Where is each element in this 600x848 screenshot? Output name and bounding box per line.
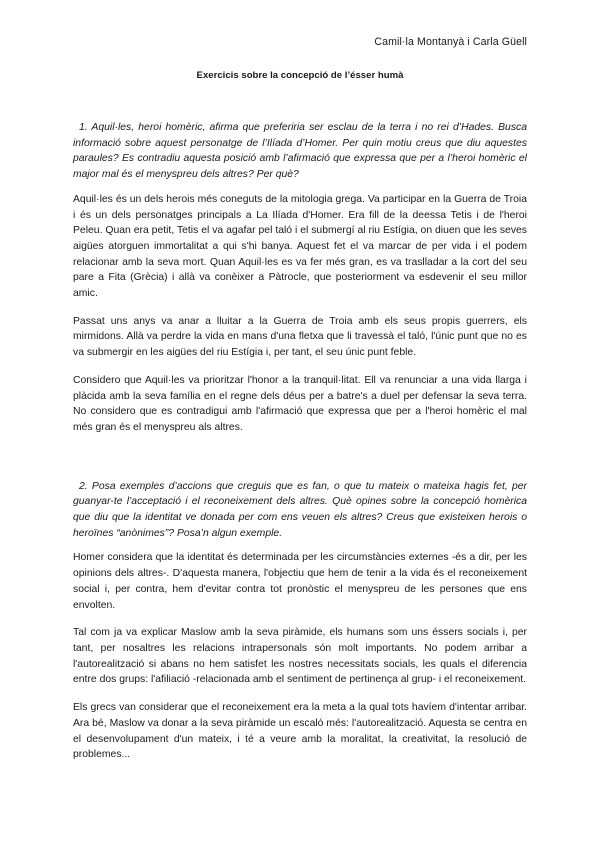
question-1: 1. Aquil·les, heroi homèric, afirma que preferiria ser esclau de la terra i no rei d’Hades. Busca informació sobre aquest personatge de l’Ilíada d’Homer. Per quin motiu creus que diu aquestes paraules? Es contradiu aquesta posició amb l’afirmació que expressa que per a l’heroi homèric el major mal és el menyspreu dels altres? Per què?: [73, 122, 527, 181]
author-names: Camil·la Montanyà i Carla Güell: [374, 36, 527, 48]
answer-2-paragraph-2: Tal com ja va explicar Maslow amb la seva piràmide, els humans som uns éssers socials i, per tant, per nosaltres les relacions intrapersonals són molt importants. No podem arribar a l'autorealització si abans no hem satisfet les nostres necessitats socials, les quals el diferencia entre dos grups: l'afiliació -relacionada amb el sentiment de pertinença al grup- i el reconeixement.: [73, 627, 527, 686]
question-2: 2. Posa exemples d’accions que creguis que es fan, o que tu mateix o mateixa hagis fet, per guanyar-te l’acceptació i el reconeixement dels altres. Què opines sobre la concepció homèrica que diu que la identitat ve donada per com ens veuen els altres? Creus que existeixen herois o heroïnes “anònimes”? Posa’n algun exemple.: [73, 480, 527, 539]
answer-2-paragraph-1: Homer considera que la identitat és determinada per les circumstàncies externes -és a dir, per les opinions dels altres-. D'aquesta manera, l'objectiu que hem de tenir a la vida és el reconeixement social i, per contra, hem d'evitar contra tot pronòstic el menyspreu de les persones que ens envolten.: [73, 552, 527, 611]
answer-1-paragraph-3: Considero que Aquil·les va prioritzar l'honor a la tranquil·litat. Ell va renunciar a una vida llarga i plàcida amb la seva família en el regne dels déus per a batre's a duel per defensar la seva terra. No considero que es contradigui amb l'afirmació que expressa que per a l'heroi homèric el mal més gran és el menyspreu als altres.: [73, 374, 527, 433]
document-body: [73, 120, 527, 763]
answer-1-paragraph-1: Aquil·les és un dels herois més coneguts de la mitologia grega. Va participar en la Guerra de Troia i és un dels personatges principals a La Ilíada d'Homer. Era fill de la deessa Tetis i de l'heroi Peleu. Quan era petit, Tetis el va agafar pel taló i el submergí al riu Estígia, on diuen que les seves aigües atorguen immortalitat a qui s'hi banya. Aquest fet el va marcar de per vida i el podem relacionar amb la seva mort. Quan Aquil·les es va fer més gran, es va traslladar a la cort del seu pare a Fita (Grècia) i allà va conèixer a Pàtrocle, que posteriorment va esdevenir el seu millor amic.: [73, 193, 527, 300]
answer-2-paragraph-3: Els grecs van considerar que el reconeixement era la meta a la qual tots havíem d'intentar arribar. Ara bé, Maslow va donar a la seva piràmide un escaló més: l'autorealització. Aquesta se centra en el desenvolupament d'un mateix, i té a veure amb la moralitat, la creativitat, la resolució de problemes...: [73, 702, 527, 761]
answer-1-paragraph-2: Passat uns anys va anar a lluitar a la Guerra de Troia amb els seus propis guerrers, els mirmidons. Allà va perdre la vida en mans d'una fletxa que li travessà el taló, l'únic punt que no es va submergir en les aigües del riu Estígia i, per tant, el seu únic punt feble.: [73, 315, 527, 359]
document-title: Exercicis sobre la concepció de l’ésser humà: [196, 70, 404, 81]
